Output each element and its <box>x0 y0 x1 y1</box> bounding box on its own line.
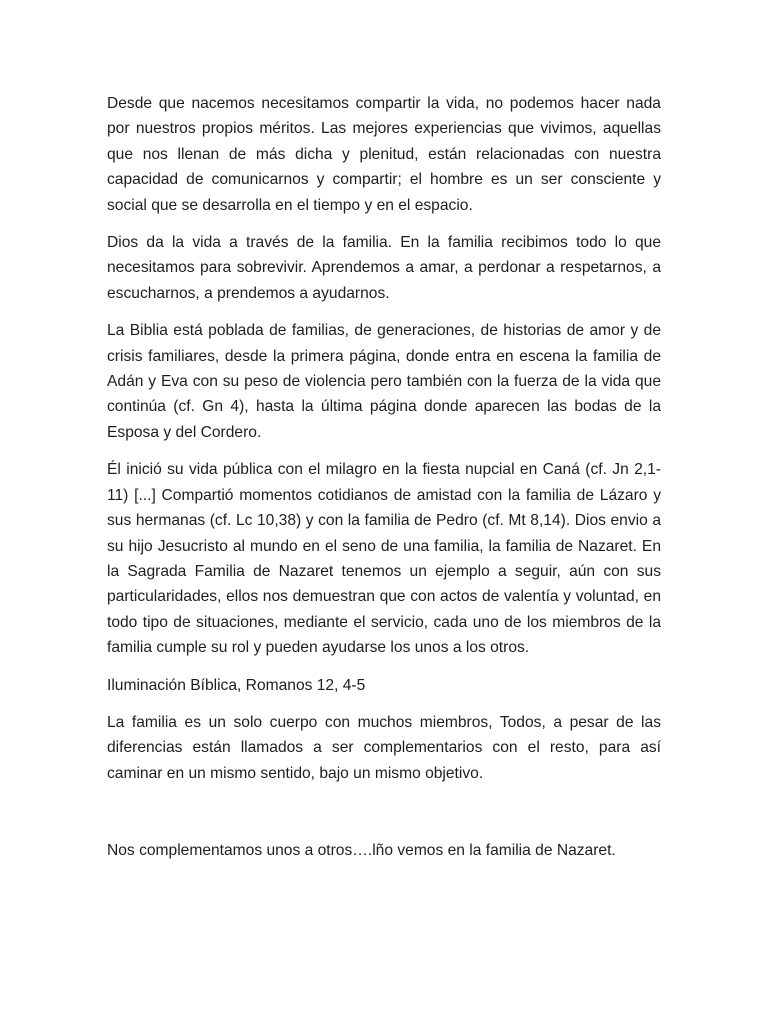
paragraph-dios-da-vida: Dios da la vida a través de la familia. En la familia recibimos todo lo que necesitamos para sobrevivir. Aprendemos a amar, a perdonar a respetarnos, a escucharnos, a prendemos a ayudarnos. <box>107 234 661 302</box>
paragraph-nos-complementamos: Nos complementamos unos a otros….lño vemos en la familia de Nazaret. <box>107 842 616 860</box>
paragraph-compartir-vida: Desde que nacemos necesitamos compartir la vida, no podemos hacer nada por nuestros propios méritos. Las mejores experiencias que vivimos, aquellas que nos llenan de más dicha y plenitud, están relacionadas con nuestra capacidad de comunicarnos y compartir; el hombre es un ser consciente y social que se desarrolla en el tiempo y en el espacio. <box>107 95 661 214</box>
blank-space <box>107 798 661 838</box>
paragraph-un-solo-cuerpo: La familia es un solo cuerpo con muchos miembros, Todos, a pesar de las diferencias están llamados a ser complementarios con el resto, para así caminar en un mismo sentido, bajo un mismo objetivo. <box>107 713 661 782</box>
paragraph-biblia-familias: La Biblia está poblada de familias, de generaciones, de historias de amor y de crisis familiares, desde la primera página, donde entra en escena la familia de Adán y Eva con su peso de violencia pero también con la fuerza de la vida que continúa (cf. Gn 4), hasta la última página donde aparecen las bodas de la Esposa y del Cordero. <box>107 322 661 441</box>
paragraph-iluminacion-biblica: Iluminación Bíblica, Romanos 12, 4-5 <box>107 676 366 694</box>
document-page <box>107 91 661 876</box>
paragraph-vida-publica: Él inició su vida pública con el milagro en la fiesta nupcial en Caná (cf. Jn 2,1-11) [...] Compartió momentos cotidianos de amistad con la familia de Lázaro y sus hermanas (cf. Lc 10,38) y con la familia de Pedro (cf. Mt 8,14). Dios envio a su hijo Jesucristo al mundo en el seno de una familia, la familia de Nazaret. En la Sagrada Familia de Nazaret tenemos un ejemplo a seguir, aún con sus particularidades, ellos nos demuestran que con actos de valentía y voluntad, en todo tipo de situaciones, mediante el servicio, cada uno de los miembros de la familia cumple su rol y pueden ayudarse los unos a los otros. <box>107 461 661 657</box>
